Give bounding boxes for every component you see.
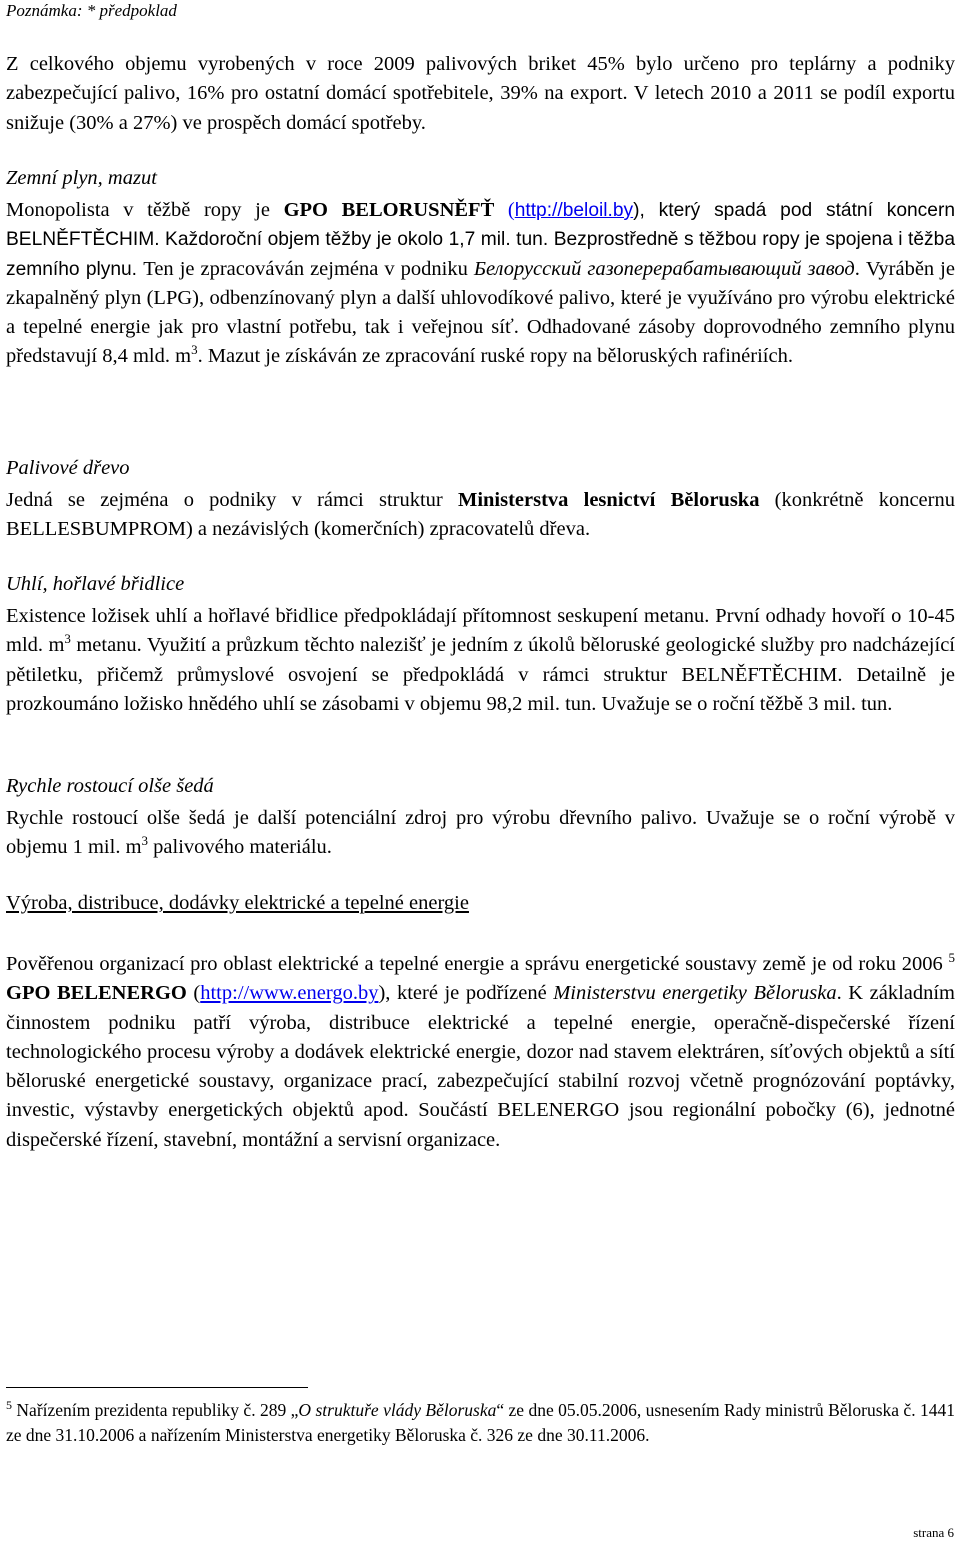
paragraph-grey-alder: Rychle rostoucí olše šedá je další potenciální zdroj pro výrobu dřevního palivo. Uvažuje se o roční výrobě v objemu 1 mil. $m^3$ palivového materiálu. [6,807,955,859]
heading-gas-mazut: Zemní plyn, mazut [6,167,157,189]
company-belorusneft: GPO BELORUSNĚFŤ [283,199,495,221]
russian-plant-name: Белорусский газоперерабатывающий завод [473,257,855,280]
ministry-energy: Ministerstvu energetiky Běloruska [553,982,837,1005]
link-energo[interactable]: http://www.energo.by [200,982,379,1005]
section-title-energy: Výroba, distribuce, dodávky elektrické a tepelné energie [6,892,469,914]
heading-coal-shale: Uhlí, hořlavé břidlice [6,573,185,595]
paragraph-briquettes: Z celkového objemu vyrobených v roce 2009 palivových briket 45% bylo určeno pro teplárny a podniky zabezpečující palivo, 16% pro ostatní domácí spotřebitele, 39% na export. V letech 2010 a 2011 se podíl exportu snižuje (30% a 27%) ve prospěch domácí spotřeby. [6,53,955,134]
paragraph-belenergo: Pověřenou organizací pro oblast elektrické a tepelné energie a správu energetické soustavy země je od roku 2006 $^5$ GPO BELENERGO (http://www.energo.by), které je podřízené Ministerstvu energetiky Běloruska. K základním činnostem podniku patří výroba, distribuce elektrické a tepelné energie, operačně-dispečerské řízení technologického procesu výroby a dodávek elektrické energie, dozor nad stavem elektráren, síťových objektů a sítí běloruské energetické soustavy, organizace prací, zabezpečující stabilní rozvoj včetně prognózování poptávky, investic, výstavby energetických objektů apod. Součástí BELENERGO jsou regionální pobočky (6), jednotné dispečerské řízení, stavební, montážní a servisní organizace. [6,950,956,1151]
heading-fuel-wood: Palivové dřevo [6,457,130,479]
heading-grey-alder: Rychle rostoucí olše šedá [6,775,214,797]
ministry-forestry: Ministerstva lesnictví Běloruska [457,489,760,511]
paragraph-fuel-wood: Jedná se zejména o podniky v rámci struktur Ministerstva lesnictví Běloruska (konkrétně koncernu BELLESBUMPROM) a nezávislých (komerčních) zpracovatelů dřeva. [6,489,955,541]
company-belenergo: GPO BELENERGO [6,982,187,1005]
link-beloil[interactable]: http://beloil.by [514,200,634,221]
footnote-ref-5: 5 [948,950,955,966]
footnote-5: $^5$ Nařízením prezidenta republiky č. 289 „O struktuře vlády Běloruska“ ze dne 05.05.2006, usnesením Rady ministrů Běloruska č. 1441 ze dne 31.10.2006 a nařízením Ministerstva energetiky Běloruska č. 326 ze dne 30.11.2006. [6,1398,955,1445]
paragraph-coal-shale: Existence ložisek uhlí a hořlavé břidlice předpokládají přítomnost seskupení metanu. První odhady hovoří o 10-45 mld. $m^3$ metanu. Využití a průzkum těchto nalezišť je jedním z úkolů běloruské geologické služby pro nadcházející pětiletku, přičemž průmyslové osvojení se předpokládá v rámci struktur BELNĚFTĚCHIM. Detailně je prozkoumáno ložisko hnědého uhlí se zásobami v objemu 98,2 mil. tun. Uvažuje se o roční těžbě 3 mil. tun. [6,605,955,715]
footnote-divider [6,1387,308,1388]
header-note: Poznámka: * předpoklad [6,1,177,20]
paragraph-gas-mazut: Monopolista v těžbě ropy je GPO BELORUSNĚFŤ (http://beloil.by), který spadá pod státní koncern BELNĚFTĚCHIM. Každoroční objem těžby je okolo 1,7 mil. tun. Bezprostředně s těžbou ropy je spojena i těžba zemního plynu. Ten je zpracováván zejména v podniku Белорусский газоперерабатывающий завод. Vyráběn je zkapalněný plyn (LPG), odbenzínovaný plyn a další uhlovodíkové palivo, které je využíváno pro výrobu elektrické a tepelné energie jak pro vlastní potřebu, tak i veřejnou síť. Odhadované zásoby doprovodného zemního plynu představují 8,4 mld. $m^3$. Mazut je získáván ze zpracování ruské ropy na běloruských rafinériích. [6,199,956,368]
page-number: strana 6 [913,1525,954,1540]
